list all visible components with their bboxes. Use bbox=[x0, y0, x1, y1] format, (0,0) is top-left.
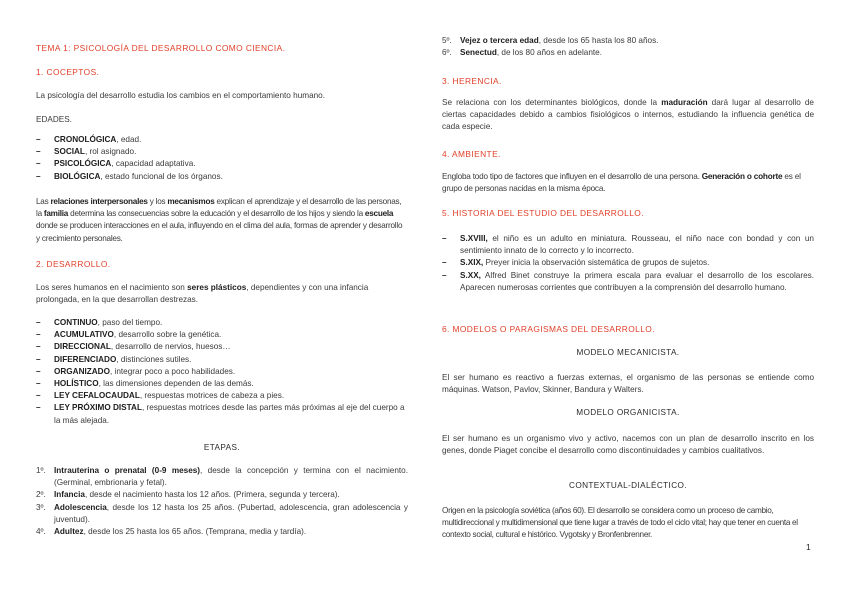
desarrollo-rasgos-list bbox=[36, 317, 408, 427]
list-item: 5º. Vejez o tercera edad, desde los 65 hasta los 80 años. bbox=[442, 36, 659, 45]
list-item: – LEY PRÓXIMO DISTAL, respuestas motrices desde las partes más próximas al eje del cuerpo a la más alejada. bbox=[36, 402, 408, 426]
list-item: – S.XX, Alfred Binet construye la primera escala para evaluar el desarrollo de los escolares. Aparecen numerosas corrientes que contribuyen a la comprensión del desarrollo humano. bbox=[442, 270, 814, 294]
list-item: 1º. Intrauterina o prenatal (0-9 meses), desde la concepción y termina con el nacimiento. (Germinal, embrionaria y fetal). bbox=[36, 466, 408, 488]
section-heading-ambiente: 4. AMBIENTE. bbox=[442, 149, 501, 159]
list-item: – BIOLÓGICA, estado funcional de los órganos. bbox=[36, 171, 408, 183]
paragraph-seres-plasticos: Los seres humanos en el nacimiento son seres plásticos, dependientes y con una infancia prolongada, en la que desarrollan destrezas. bbox=[36, 283, 369, 305]
list-item: – PSICOLÓGICA, capacidad adaptativa. bbox=[36, 158, 408, 170]
list-item: – ACUMULATIVO, desarrollo sobre la genética. bbox=[36, 329, 408, 341]
list-item: – DIFERENCIADO, distinciones sutiles. bbox=[36, 354, 408, 366]
paragraph-definition: La psicología del desarrollo estudia los cambios en el comportamiento humano. bbox=[36, 91, 326, 100]
model-contextual-text: Origen en la psicología soviética (años 60). El desarrollo se considera como un proceso de cambio, multidireccional y multidimensional que tiene lugar a través de todo el ciclo vital; hay que tener en cuenta el contexto social, cultural e histórico. Vygotsky y Bronfenbrenner. bbox=[442, 506, 798, 540]
model-mecanicista-text: El ser humano es reactivo a fuerzas externas, el organismo de las personas se entiende como máquinas. Watson, Pavlov, Skinner, Bandura y Walters. bbox=[442, 373, 814, 395]
list-item: – ORGANIZADO, integrar poco a poco habilidades. bbox=[36, 366, 408, 378]
historia-list bbox=[442, 233, 814, 294]
etapas-heading: ETAPAS. bbox=[203, 443, 241, 452]
model-organicista-title: MODELO ORGANICISTA. bbox=[576, 408, 680, 417]
list-item: 6º. Senectud, de los 80 años en adelante. bbox=[442, 48, 603, 58]
etapas-list-continued bbox=[442, 35, 814, 59]
section-heading-conceptos: 1. COCEPTOS. bbox=[36, 67, 100, 77]
page-number: 1 bbox=[806, 542, 811, 552]
section-heading-desarrollo: 2. DESARROLLO. bbox=[36, 259, 111, 269]
model-contextual-title: CONTEXTUAL-DIALÉCTICO. bbox=[569, 481, 687, 490]
model-mecanicista-title: MODELO MECANICISTA. bbox=[576, 348, 680, 357]
document-title: TEMA 1: PSICOLOGÍA DEL DESARROLLO COMO CIENCIA. bbox=[36, 43, 286, 53]
list-item: 4º. Adultez, desde los 25 hasta los 65 años. (Temprana, media y tardía). bbox=[36, 527, 307, 537]
etapas-list bbox=[36, 465, 408, 538]
section-heading-herencia: 3. HERENCIA. bbox=[442, 76, 502, 86]
list-item: – DIRECCIONAL, desarrollo de nervios, huesos… bbox=[36, 341, 408, 353]
list-item: 3º. Adolescencia, desde los 12 hasta los 25 años. (Pubertad, adolescencia, gran adolescencia y juventud). bbox=[36, 502, 408, 524]
paragraph-ambiente: Engloba todo tipo de factores que influyen en el desarrollo de una persona. Generación o cohorte es el grupo de personas nacidas en la misma época. bbox=[442, 172, 801, 194]
list-item: – SOCIAL, rol asignado. bbox=[36, 146, 408, 158]
section-heading-modelos: 6. MODELOS O PARAGISMAS DEL DESARROLLO. bbox=[442, 324, 655, 334]
section-heading-historia: 5. HISTORIA DEL ESTUDIO DEL DESARROLLO. bbox=[442, 208, 644, 218]
edades-list bbox=[36, 134, 408, 183]
list-item: – CRONOLÓGICA, edad. bbox=[36, 134, 408, 146]
list-item: – S.XIX, Preyer inicia la observación sistemática de grupos de sujetos. bbox=[442, 257, 814, 269]
list-item: – CONTINUO, paso del tiempo. bbox=[36, 317, 408, 329]
paragraph-relaciones: Las relaciones interpersonales y los mecanismos explican el aprendizaje y el desarrollo de las personas, la familia determina las consecuencias sobre la educación y el desarrollo de los hijos y siendo la escuela donde se producen interacciones en el aula, influyendo en el clima del aula, formas de aprender y desarrollo y crecimiento personales. bbox=[36, 197, 403, 243]
list-item: – S.XVIII, el niño es un adulto en miniatura. Rousseau, el niño nace con bondad y con un sentimiento innato de lo correcto y lo incorrecto. bbox=[442, 233, 814, 257]
list-item: – LEY CEFALOCAUDAL, respuestas motrices de cabeza a pies. bbox=[36, 390, 408, 402]
list-item: 2º. Infancia, desde el nacimiento hasta los 12 años. (Primera, segunda y tercera). bbox=[36, 490, 340, 500]
paragraph-herencia: Se relaciona con los determinantes biológicos, donde la maduración dará lugar al desarrollo de ciertas capacidades debido a cambios fisiológicos o internos, estudiando la influencia genética de cada especie. bbox=[442, 98, 814, 132]
edades-label: EDADES. bbox=[36, 115, 72, 124]
model-organicista-text: El ser humano es un organismo vivo y activo, nacemos con un plan de desarrollo inscrito en los genes, donde Piaget concibe el desarrollo como discontinuidades y cambios cualitativos. bbox=[442, 434, 814, 456]
list-item: – HOLÍSTICO, las dimensiones dependen de las demás. bbox=[36, 378, 408, 390]
